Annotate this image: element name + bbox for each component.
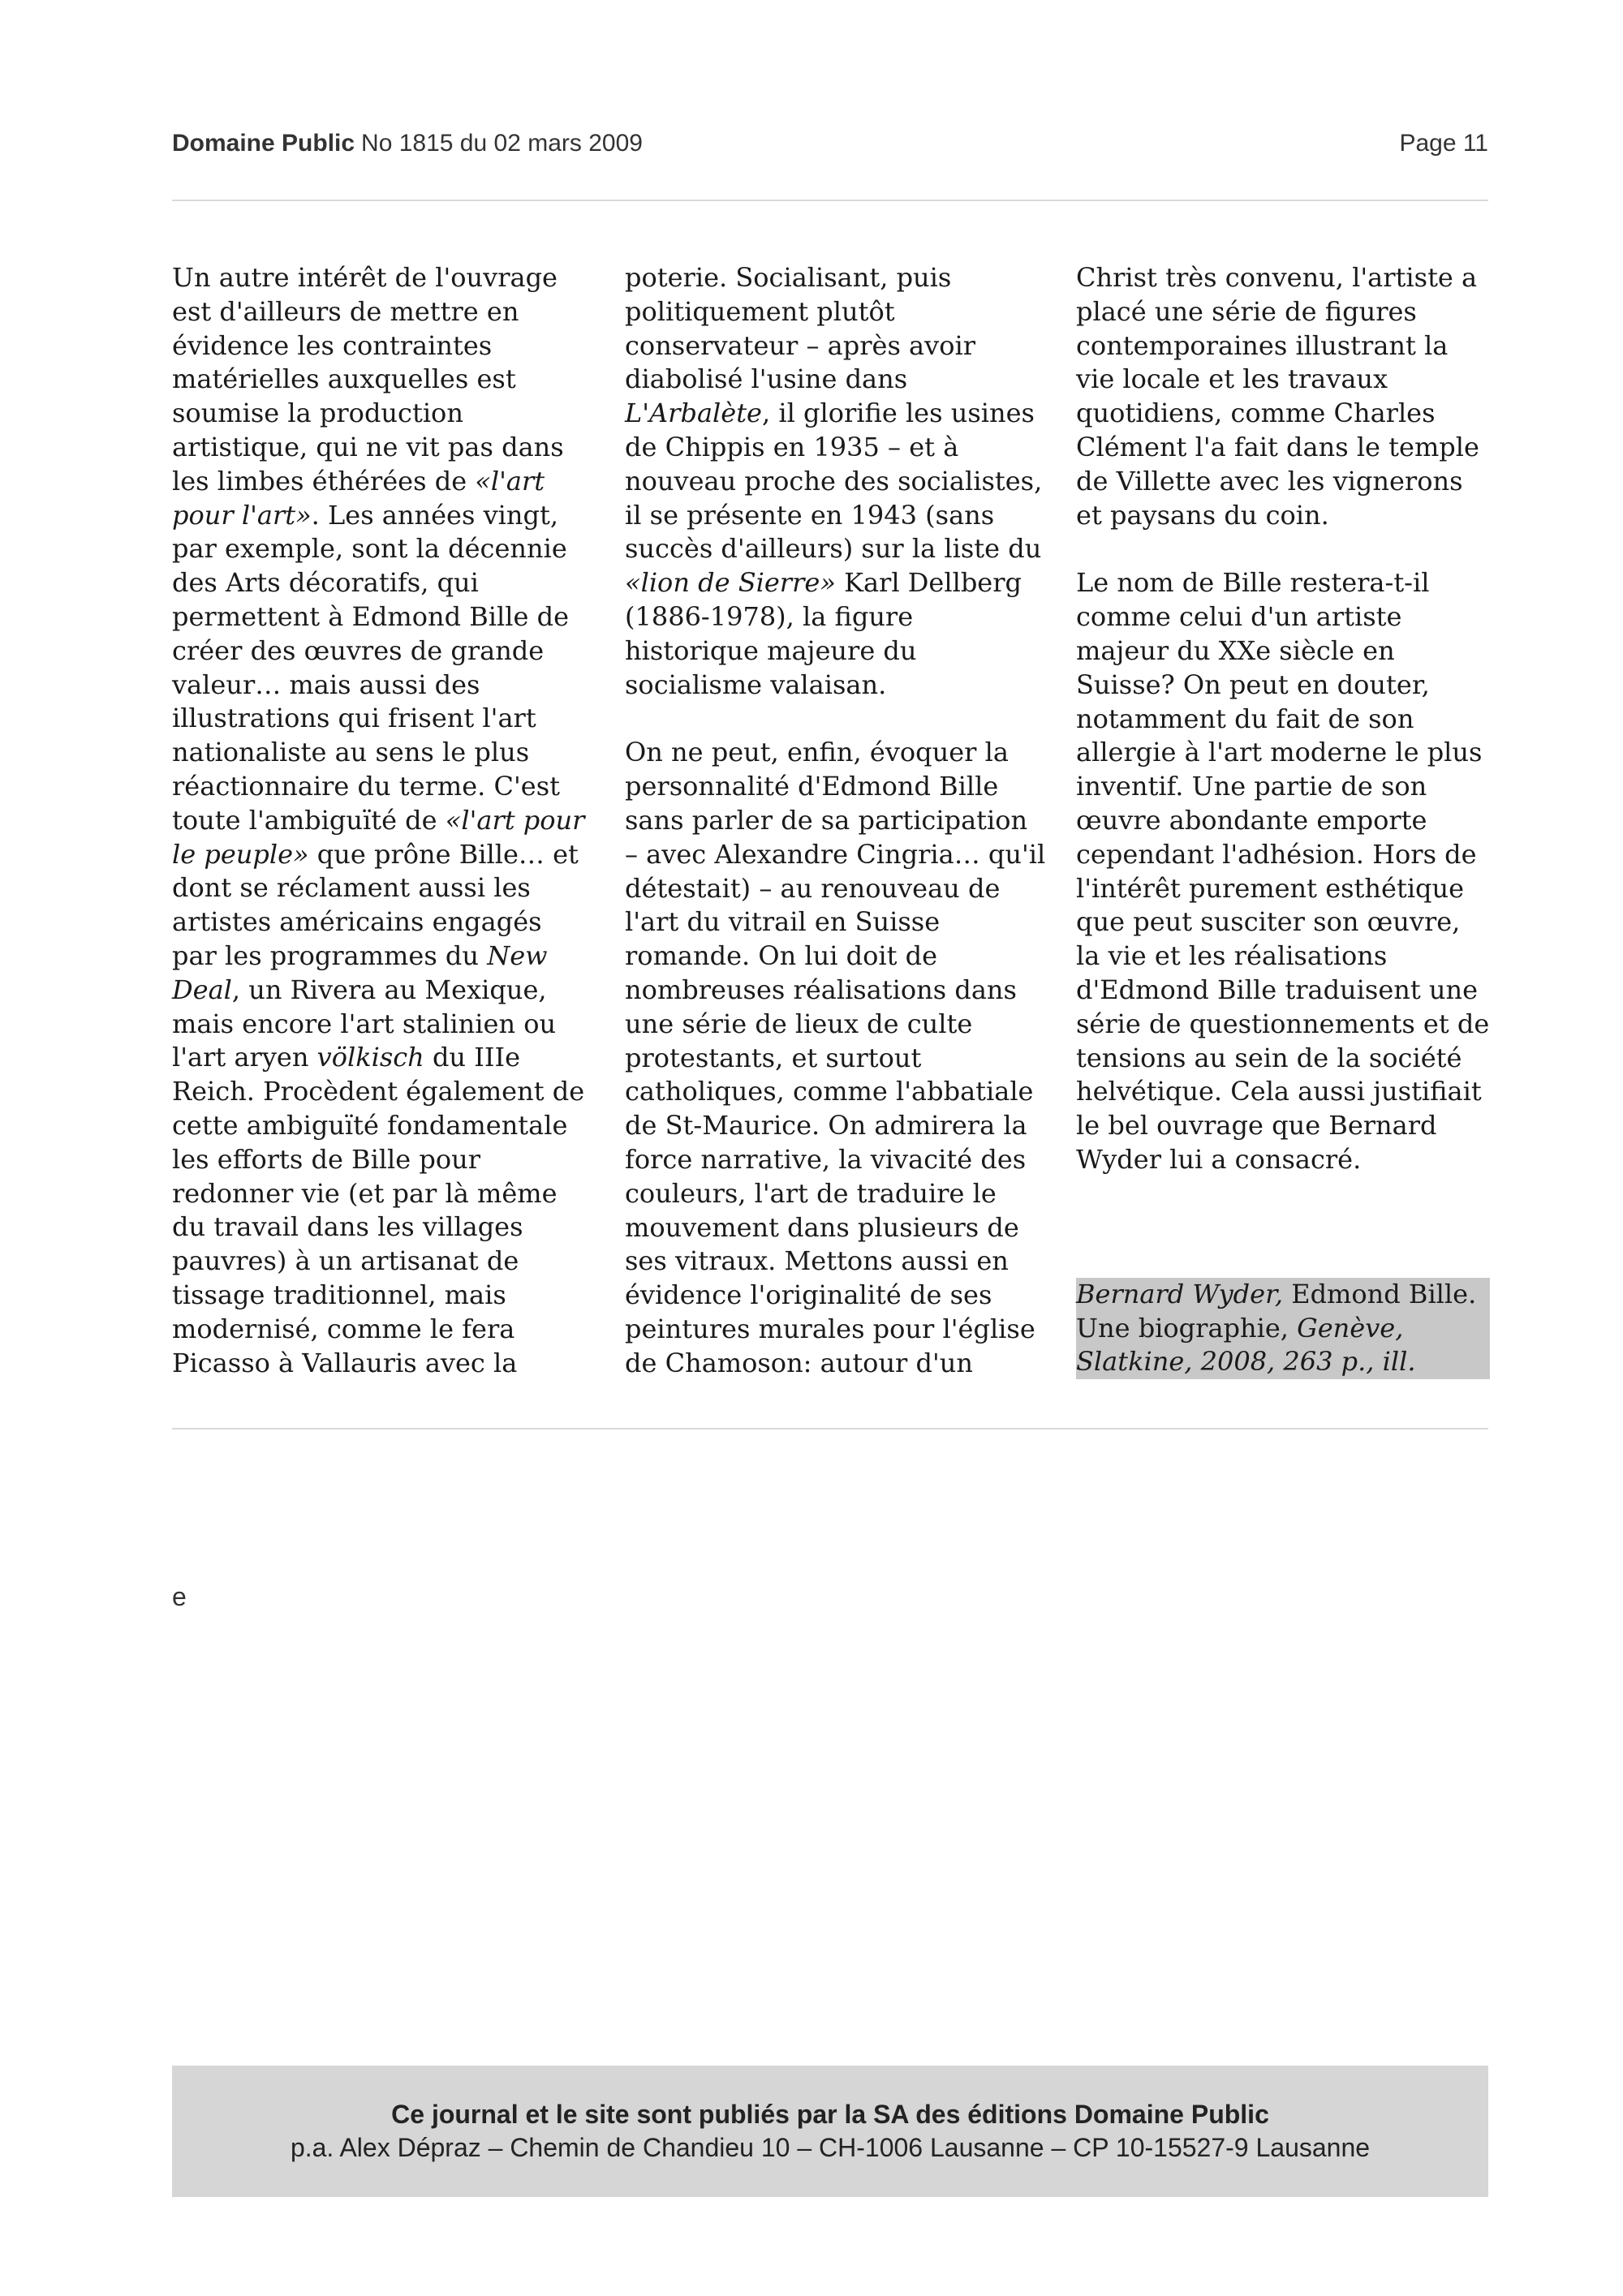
italic-term: New Deal (172, 939, 548, 1005)
page-header (172, 130, 1488, 170)
reference-publisher: Genève, Slatkine, 2008, 263 p., ill. (1076, 1312, 1416, 1378)
paragraph: Christ très convenu, l'artiste a placé une série de figures contemporaines illustrant la vie locale et les travaux quotidiens, comme Charles Clément l'a fait dans le temple de Villette avec les vignerons et paysans du coin. (1076, 262, 1479, 531)
italic-term: völkisch (316, 1042, 424, 1073)
header-divider (172, 200, 1488, 201)
text-run: du IIIe Reich. Procèdent également de cette ambiguïté fondamentale les efforts de Bille pour redonner vie (et par là même du travail dans les villages pauvres) à un artisanat de tissage traditionnel, mais modernisé, comme le fera Picasso à Vallauris avec la (172, 1042, 585, 1378)
text-run: Un autre intérêt de l'ouvrage est d'ailleurs de mettre en évidence les contraintes matérielles auxquelles est soumise la production artistique, qui ne vit pas dans les limbes éthérées de (172, 262, 564, 497)
stray-character: e (172, 1582, 187, 1611)
reference-title: Edmond Bille. Une biographie, (1076, 1278, 1477, 1344)
article-column-3 (1076, 261, 1490, 1379)
publisher-footer (172, 2066, 1488, 2197)
article-end-divider (172, 1428, 1488, 1430)
text-run: , un Rivera au Mexique, mais encore l'art stalinien ou l'art aryen (172, 974, 557, 1073)
text-run: , il glorifie les usines de Chippis en 1935 – et à nouveau proche des socialistes, il se présente en 1943 (sans succès d'ailleurs) sur la liste du (625, 398, 1043, 565)
italic-title: L'Arbalète (625, 398, 762, 429)
text-run: poterie. Socialisant, puis politiquement plutôt conservateur – après avoir diabolisé l'usine dans (625, 262, 975, 395)
paragraph: On ne peut, enfin, évoquer la personnalité d'Edmond Bille sans parler de sa participation – avec Alexandre Cingria… qu'il détestait) – au renouveau de l'art du vitrail en Suisse romande. On lui doit de nombreuses réalisations dans une série de lieux de culte protestants, et surtout catholiques, comme l'abbatiale de St-Maurice. On admirera la force narrative, la vivacité des couleurs, l'art de traduire le mouvement dans plusieurs de ses vitraux. Mettons aussi en évidence l'originalité de ses peintures murales pour l'église de Chamoson: autour d'un (625, 737, 1046, 1378)
italic-quote: «l'art pour le peuple» (172, 804, 585, 870)
footer-address-line: p.a. Alex Dépraz – Chemin de Chandieu 10 – CH-1006 Lausanne – CP 10-15527-9 Lausanne (290, 2133, 1371, 2162)
issue-info: No 1815 du 02 mars 2009 (361, 130, 643, 157)
footer-publisher-line: Ce journal et le site sont publiés par la SA des éditions Domaine Public (391, 2100, 1269, 2129)
italic-quote: «lion de Sierre» (625, 567, 836, 599)
publication-name: Domaine Public (172, 130, 355, 157)
text-run: Karl Dellberg (1886-1978), la figure historique majeure du socialisme valaisan. (625, 567, 1022, 700)
text-run: . Les années vingt, par exemple, sont la décennie des Arts décoratifs, qui permettent à Edmond Bille de créer des œuvres de grande valeur… mais aussi des illustrations qui frisent l'art nationaliste au sens le plus réactionnaire du terme. C'est toute l'ambiguïté de (172, 499, 570, 836)
italic-quote: «l'art pour l'art» (172, 465, 545, 531)
text-run: que prône Bille… et dont se réclament aussi les artistes américains engagés par les programmes du (172, 838, 579, 971)
paragraph (625, 261, 1047, 702)
paragraph: Le nom de Bille restera-t-il comme celui d'un artiste majeur du XXe siècle en Suisse? On peut en douter, notamment du fait de son allergie à l'art moderne le plus inventif. Une partie de son œuvre abondante emporte cependant l'adhésion. Hors de l'intérêt purement esthétique que peut susciter son œuvre, la vie et les réalisations d'Edmond Bille traduisent une série de questionnements et de tensions au sein de la société helvétique. Cela aussi justifiait le bel ouvrage que Bernard Wyder lui a consacré. (1076, 567, 1490, 1175)
paragraph (172, 261, 594, 1380)
book-reference (1076, 1278, 1490, 1379)
article-column-2 (625, 261, 1047, 1381)
page-number: Page 11 (1399, 130, 1488, 157)
article-column-1 (172, 261, 594, 1380)
reference-author: Bernard Wyder, (1076, 1278, 1284, 1309)
